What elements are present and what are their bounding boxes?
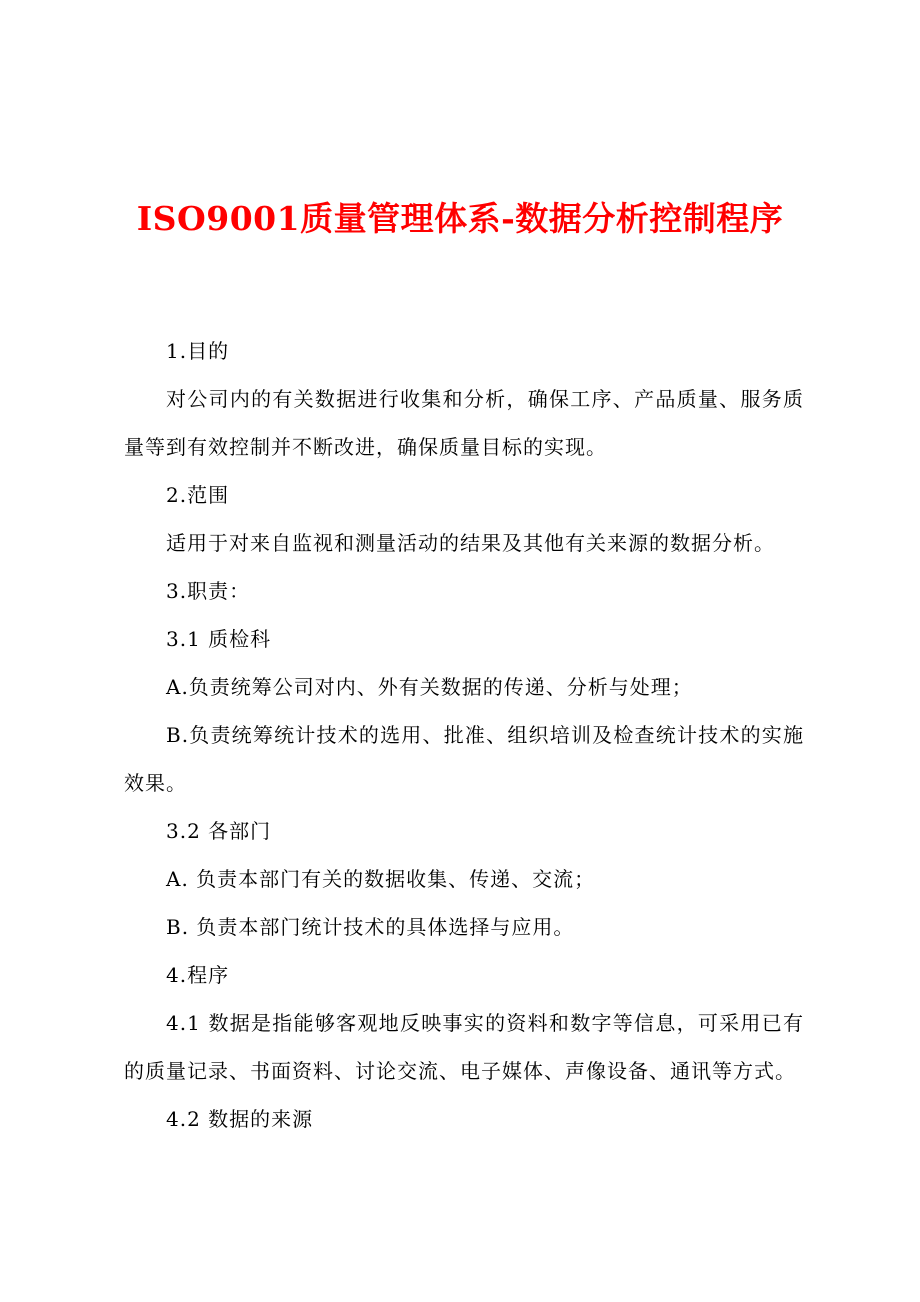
- list-item-departments-a: A. 负责本部门有关的数据收集、传递、交流；: [166, 867, 596, 891]
- section-heading-responsibilities: 3.职责：: [166, 579, 251, 603]
- section-heading-scope: 2.范围: [166, 483, 230, 507]
- list-item-departments-b: B. 负责本部门统计技术的具体选择与应用。: [166, 915, 575, 939]
- document-title: ISO9001质量管理体系-数据分析控制程序: [136, 199, 784, 238]
- paragraph-scope: 适用于对来自监视和测量活动的结果及其他有关来源的数据分析。: [166, 531, 775, 555]
- section-heading-procedure: 4.程序: [166, 963, 230, 987]
- subsection-heading-quality-dept: 3.1 质检科: [166, 627, 272, 651]
- paragraph-procedure-4-1: 4.1 数据是指能够客观地反映事实的资料和数字等信息，可采用已有的质量记录、书面资料、讨论交流、电子媒体、声像设备、通讯等方式。: [124, 1011, 804, 1083]
- section-heading-purpose: 1.目的: [166, 339, 230, 363]
- paragraph-purpose: 对公司内的有关数据进行收集和分析，确保工序、产品质量、服务质量等到有效控制并不断改进，确保质量目标的实现。: [124, 387, 804, 459]
- subsection-heading-departments: 3.2 各部门: [166, 819, 272, 843]
- list-item-quality-a: A.负责统筹公司对内、外有关数据的传递、分析与处理；: [166, 675, 693, 699]
- subsection-heading-data-sources: 4.2 数据的来源: [166, 1107, 314, 1131]
- list-item-quality-b: B.负责统筹统计技术的选用、批准、组织培训及检查统计技术的实施效果。: [124, 723, 804, 795]
- document-body: [124, 327, 804, 1143]
